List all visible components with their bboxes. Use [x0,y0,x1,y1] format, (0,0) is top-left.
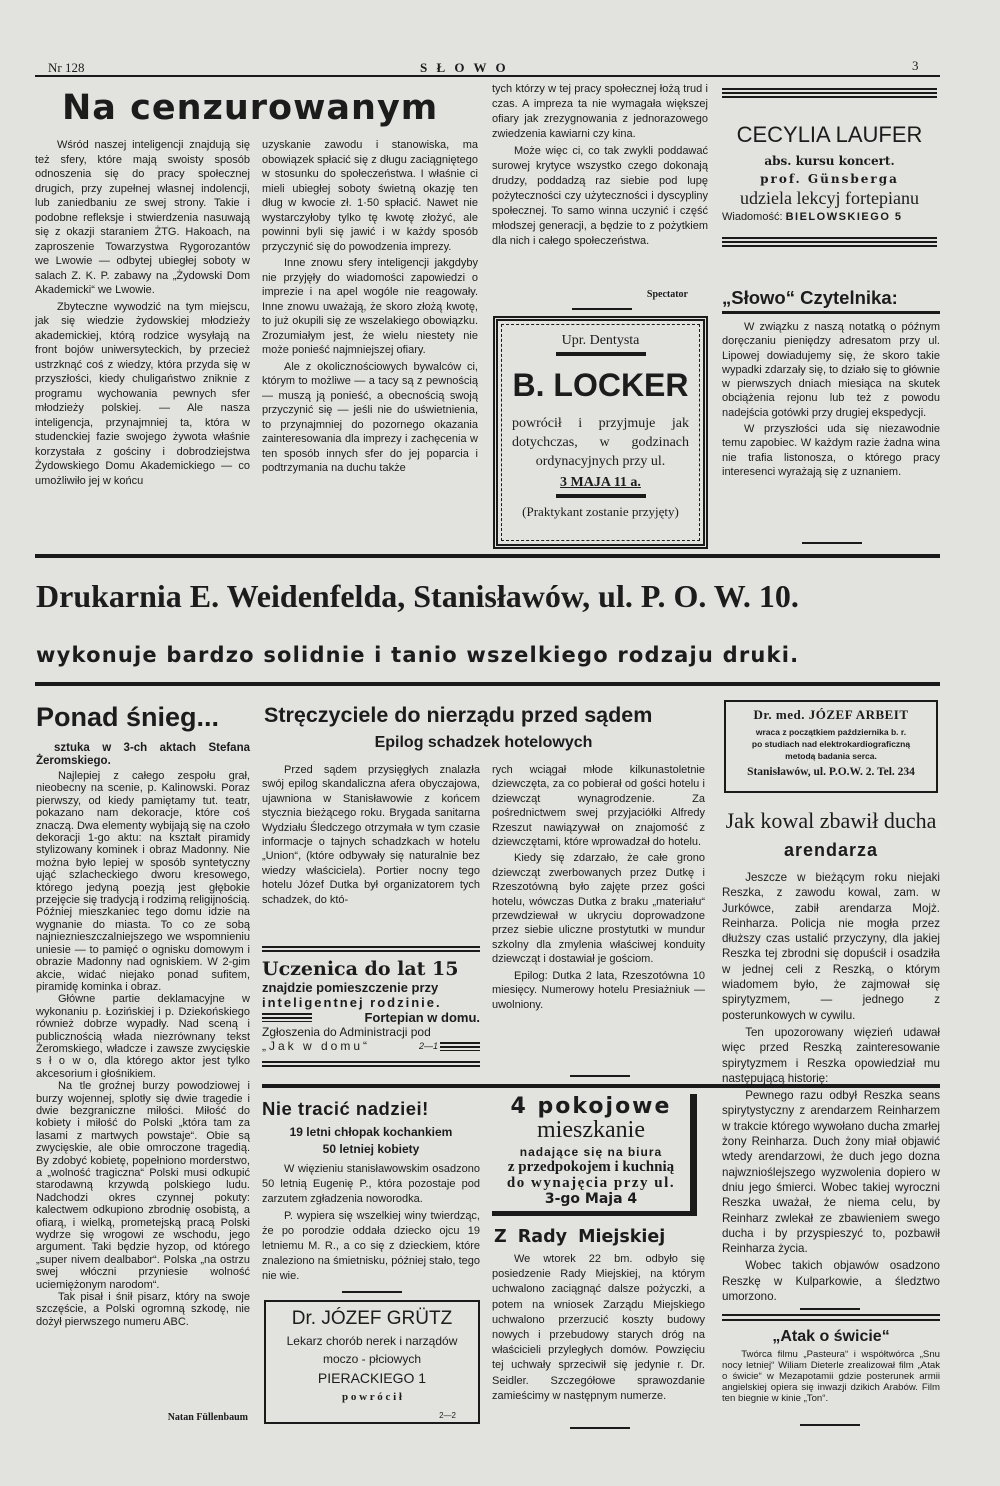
printing-house-tagline: wykonuje bardzo solidnie i tanio wszelkiego rodzaju druki. [36,643,800,667]
paragraph: We wtorek 22 bm. odbyło się posiedzenie Rady Miejskiej, na którym uchwalono zaciągnąć dalsze pożyczki, a potem na wniosek Zarządu Miejskiego uchwalono przerzucić koszty budowy nowych i przebudowy starych dróg na właścicieli przyległych domów. Powzięciu tej uchwały sprzeciwił się jedynie r. Dr. Seidler. Szczegółowe sprawozdanie zamieścimy w następnym numerze. [492,1253,705,1402]
ad-code: 2—1 [418,1041,438,1051]
ad-title: 4 pokojowe [510,1094,672,1119]
apartment-ad [492,1094,697,1216]
section-rule [35,682,940,686]
ad-note: (Praktykant zostanie przyjęty) [522,504,679,519]
dentist-ad [493,316,708,549]
paragraph: W przyszłości uda się niezawodnie temu zapobiec. W każdym razie żadna wina nie trafia listonosza, o którego pracy interesenci wyrażają się z uznaniem. [722,423,940,478]
divider [342,1291,402,1293]
doctor-name: Dr. JÓZEF GRÜTZ [291,1308,453,1329]
paragraph: Zbyteczne wywodzić na tym miejscu, jak się wiedzie żydowskiej młodzieży akademickiej, którą rodzice wysyłają na front bojów uniwersyteckich, by przecież ustrzknąć coś z wiedzy, która przyda się w przyszłości, kiedy chuligaństwo zniknie z programu wychowania pewnych sfer młodzieży polskiej. — Ale nasza inteligencja, przynajmniej ta, która w studenckiej fazie swojego żywota właśnie korzystała z gościny i dobrodziejstwa Żydowskiego Domu Akademickiego — co umożliwiło jej w końcu [35,300,250,487]
headline: Ponad śnieg... [36,702,220,732]
ad-body: powrócił i przyjmuje jak dotychczas, w godzinach ordynacyjnych przy ul. [512,416,689,469]
headline: Nie tracić nadziei! [262,1098,429,1119]
signature: Natan Füllenbaum [167,1412,248,1423]
divider [570,1427,630,1429]
ad-line: Fortepian w domu. [364,1010,480,1025]
page-number: 3 [912,58,919,73]
ad-line: nadające się na biura [519,1145,663,1159]
masthead-rule [35,75,940,77]
article-column [722,870,940,1306]
ad-line: udziela lekcyj fortepianu [740,188,919,208]
paragraph: rych wciągał młode kilkunastoletnie dziewczęta, za co pobierał od gości hotelu i dziewcząt wynagrodzenie. Za pośrednictwem swej przyjaciółki Alfredy Rzeszut nawiązywał on znajomość z dziewczętami, które wprowadzał do hotelu. [492,764,705,849]
ad-info-address: BIELOWSKIEGO 5 [785,211,903,223]
paragraph: Pewnego razu odbył Reszka seans spirytystyczny z arendarzem Reinharzem w trakcie którego wywołano ducha zmarłej żony Reinharza. Duch żony miał objawić wtedy arendarzowi, że duch jego dozna najwznioślejszego wyzwolenia dopiero w dniu jego śmierci. Wobec takiej wyroczni Reszka uważał, że niema celu, by Reinharz zwlekał ze zbawieniem swego ducha i by przyspieszyć to, pozbawił Reinharza życia. [722,1089,940,1256]
article-column [262,763,480,909]
headline: Stręczyciele do nierządu przed sądem [264,703,653,727]
cardiologist-ad [724,700,938,793]
issue-number: Nr 128 [48,60,85,75]
doctor-ad [264,1300,480,1424]
subtitle: arendarza [783,840,879,860]
paragraph: Jeszcze w bieżącym roku niejaki Reszka, z zawodu kowal, zam. w Jurkówce, zabił arendarza Mojż. Reinharza. Policja nie mogła przez dłuższy czas ustalić przyczyny, dla jakiej Reszka tej zbrodni się dopuścił i osadziła w jednej celi z Reszką, o którym wiadomem było, że zajmował się spirytyzmem, — jednego z posterunkowych w cywilu. [722,871,940,1022]
ad-line: moczo - płciowych [322,1352,422,1366]
paragraph: Główne partie deklamacyjne w wykonaniu p. Łozińskiej i p. Dziekońskiego również dobrze wypadły. Nad sceną i publicznością włada niezrównany tekst Żeromskiego, władcze i zawsze zwycięskie s ł o w o, dla którego aktor jest tylko akcesorium i głośnikiem. [36,993,250,1080]
ad-line: z przedpokojem i kuchnią [507,1159,675,1175]
paragraph: Wśród naszej inteligencji znajdują się też sfery, które mają swoisty sposób odnoszenia się do pracy społecznej drugich, przy zupełnej własnej indolencji, lub zaniedbaniu ze swej strony. Takie i podobne refleksje i stwierdzenia nasuwają się z okazji staraniem ŻTG. Hakoach, na zaproszenie Towarzystwa Rygorozantów we Lwowie — odbytej ubiegłej soboty w salach Z. K. P. zabawy na „Żydowski Dom Akademicki“ we Lwowie. [35,139,250,296]
paragraph: P. wypiera się wszelkiej winy twierdząc, że po porodzie oddała dziecko ojcu 19 letniemu M. R., a co się z dzieckiem, które znaleziono na śmietnisku, później stało, tego nie wie. [262,1210,480,1282]
article-column [36,770,250,1328]
student-lodging-ad [262,946,480,1069]
dentist-name: B. LOCKER [512,367,689,403]
paragraph: Ten upozorowany więzień udawał więc przed Reszką zainteresowanie spirytyzmem i Reszka opowiedział mu następującą historię: [722,1025,940,1085]
ad-line: Lekarz chorób nerek i narządów [286,1334,458,1348]
ad-line: do wynajęcia przy ul. [506,1175,676,1191]
article-column [722,1350,940,1407]
section-title: „Słowo“ Czytelnika: [722,287,940,314]
ad-line: mieszkanie [537,1117,645,1143]
divider [802,542,862,544]
printing-house-ad: Drukarnia E. Weidenfelda, Stanisławów, ul. P. O. W. 10. [36,578,799,614]
subtitle: Epilog schadzek hotelowych [374,734,593,751]
paragraph: Może więc ci, co tak zwykli poddawać surowej krytyce wszystko czego dokonają drudzy, poddadzą raz siebie pod lupę pożyteczności czy użyteczności i dyscypliny społecznej. To samo winna uczynić i część młodszej generacji, a będzie to z pożytkiem dla nich i całego społeczeństwa. [492,145,708,247]
ad-line: abs. kursu koncert. [764,154,895,168]
paragraph: Wobec takich objawów osadzono Reszkę w Kulparkowie, a śledztwo umorzono. [722,1259,940,1304]
teacher-name: CECYLIA LAUFER [736,122,923,147]
ad-title: Upr. Dentysta [561,333,640,348]
signature: Spectator [646,289,688,300]
ad-address: PIERACKIEGO 1 [317,1370,427,1386]
article-column [262,138,478,478]
paragraph: Przed sądem przysięgłych znalazła swój epilog skandaliczna afera obyczajowa, ujawniona w Stanisławowie z końcem stycznia bieżącego roku. Brygada sanitarna Wydziału Śledczego otrzymała w tym czasie informacje o tajnych schadzkach w hotelu „Union“, (które odbywały się naturalnie bez wiedzy właściciela). Portier nocny tego hotelu Józef Dutka był organizatorem tych schadzek, do któ- [262,764,480,906]
paragraph: Kiedy się zdarzało, że całe grono dziewcząt zwerbowanych przez Dutkę i Rzeszotówną było zajęte przez gości hotelu, wówczas Dutka z braku „materiału“ przewdziewał w ukryciu doprowadzone przez siebie uliczne prostytutki w mundur szkolny dla zmylenia właściwej konduity dziewcząt i dostawiał je gościom. [492,852,705,966]
ad-info-label: Wiadomość: [722,211,783,223]
ad-line: Zgłoszenia do Administracji pod [262,1025,431,1039]
paragraph: Inne znowu sfery inteligencji jakgdyby nie przyjęły do wiadomości zapowiedzi o imprezie i na apel wogóle nie reagowały. Inne znowu uważają, że skoro złożą kwotę, to już okupili się ze wszelakiego obowiązku. Zrozumiałym jest, że wielu niestety nie może ponieść najmniejszej ofiary. [262,257,478,356]
paragraph: Na tle groźnej burzy powodziowej i burzy wojennej, splotły się dwie tragedie i dwie bezgraniczne miłości. Miłość do kobiety i miłość do Polski „która tam za lasami z martwych powstaje“. Obie są zwycięskie, ale obie omroczone tragedią. By zdobyć kobietę, popełniono morderstwo, a „wolność tragiczna“ Polski musi odkupić starodawną krzywdą polskiego ludu. Nadchodzi okres czynnej pokuty: kalectwem odkupiono zbrodnię osobistą, a ofiarą, i wielką, prometejską pracą Polski wydrze się wrogowi ze wschodu, jego argument. Taki będzie hyzop, od którego „super nivem dealbabor“. Polska „na ostrzu swej włóczni przyniesie wolność uciemiężonym narodom“. [36,1080,250,1291]
ad-address: 3-go Maja 4 [544,1191,638,1207]
article-column [722,320,940,481]
subtitle: 19 letni chłopak kochankiem [289,1125,453,1139]
ad-line: prof. Günsberga [760,172,899,186]
divider [800,1308,860,1310]
paragraph: W więzieniu stanisławowskim osadzono 50 letnią Eugenię P., która pozostaje pod zarzutem zgładzenia noworodka. [262,1163,480,1205]
headline: Na cenzurowanym [62,88,439,128]
ad-code: 2—2 [439,1411,456,1420]
headline: Jak kowal zbawił ducha [725,808,937,833]
ad-status: p o w r ó c i ł [342,1391,402,1403]
ad-title: Uczenica do lat 15 [262,958,459,980]
ad-address: 3 MAJA 11 a. [560,475,641,490]
article-column [492,82,708,251]
doctor-name: Dr. med. JÓZEF ARBEIT [753,707,909,722]
paper-title: S Ł O W O [420,60,509,75]
ad-line: po studiach nad elektrokardiograficzną [751,739,911,749]
paragraph: tych którzy w tej pracy społecznej łożą trud i czas. A impreza ta nie wymagała większej ofiary jak zrezygnowania z jednorazowego zwiedzenia kawiarni czy kina. [492,83,708,140]
ad-line: „Jak w domu“ [262,1039,371,1053]
divider [572,308,632,310]
ad-address: Stanisławów, ul. P.O.W. 2. Tel. 234 [747,766,915,778]
ad-line: inteligentnej rodzinie. [262,995,442,1010]
decor-stripes [722,1314,940,1323]
paragraph: uzyskanie zawodu i stanowiska, ma obowiązek spłacić się z długu zaciągniętego w stosunku do społeczeństwa. I właśnie ci mieli ubiegłej soboty świetną okazję ten dług w kwocie zł. 1·50 spłacić. Nawet nie wystarczyłoby tylko tę kwotę złożyć, ale powinni byli się jawić i w każdy sposób przyczynić się do powodzenia imprezy. [262,139,478,253]
article-column [35,138,250,490]
ad-line: wraca z początkiem października b. r. [755,727,907,737]
divider [570,1075,630,1077]
headline: „Atak o świcie“ [772,1328,890,1345]
ad-line: metodą badania serca. [785,751,877,761]
paragraph: Epilog: Dutka 2 lata, Rzeszotówna 10 miesięcy. Numerowy hotelu Presiażniuk — uwolniony. [492,969,705,1011]
paragraph: Twórca filmu „Pasteura“ i współtwórca „Snu nocy letniej“ Wiliam Dieterle zrealizował film „Atak o świcie“ w Mezapotamii gdzie posterunek armii angielskiej opiera się inwazji dzikich Arabów. Film ten biegnie w kinie „Ton“. [722,1349,940,1404]
paragraph: Tak pisał i śnił pisarz, który na swoje szczęście, a Polski ogromną szkodę, nie dożył pierwszego numeru ABC. [36,1291,250,1328]
ad-line: znajdzie pomieszczenie przy [262,980,439,995]
headline: Z Rady Miejskiej [494,1227,666,1247]
paragraph: Najlepiej z całego zespołu grał, nieobecny na scenie, p. Kalinowski. Poraz pierwszy, od kiedy pamiętamy tut. teatr, pokazano nam dekoracje, które coś znaczą. Dwa elementy wybijają się na czoło dekoracji 1-go aktu: na kształt piramidy stylizowany kominek i obraz Madonny. Nie można było lepiej w sposób syntetyczny ująć szlacheckiego dworu kresowego, którego jedyną poezją jest głębokie przejęcie się tradycją i rodzimą religijnością. Później mieszkaniec tego domu idzie na wygnanie do miasta. To co ze sobą najnieznieszczalniejszego we wspomnieniu uniesie — to pamięć o ognisku domowym i obrazie Madonny nad ogniskiem. W 2-gim akcie, widać niejako ponad sufitem, piramidę kominka i obraz. [36,770,250,993]
article-column [262,1162,480,1286]
subtitle-block [262,1124,480,1158]
decor-stripes [722,88,937,100]
divider [800,1424,860,1426]
article-column [492,763,705,1014]
subtitle: sztuka w 3-ch aktach Stefana Żeromskiego. [36,742,250,767]
piano-lessons-ad [722,88,937,249]
paragraph: W związku z naszą notatką o późnym doręczaniu pieniędzy adresatom przy ul. Lipowej dowiadujemy się, że skoro takie wypadki zdarzały się, to działo się to głównie w pierwszych dniach miesiąca na skutek obciążenia rejonu lub też z powodu nadejścia gotówki przy drugiej ekspedycji. [722,321,940,419]
decor-stripes [722,237,937,249]
section-rule [35,554,940,558]
paragraph: Ale z okolicznościowych bywalców ci, którym to możliwe — a tacy są z pewnością — muszą ją ponieść, a obecnością swoją przyczynić się — jeśli nie do uświetnienia, to przynajmniej do pozornego okazania zainteresowania dla imprezy i zachęcenia w ten sposób innych sfer do jej poparcia i podtrzymania na duchu także [262,360,478,474]
subtitle: 50 letniej kobiety [322,1142,420,1156]
article-column [492,1252,705,1406]
